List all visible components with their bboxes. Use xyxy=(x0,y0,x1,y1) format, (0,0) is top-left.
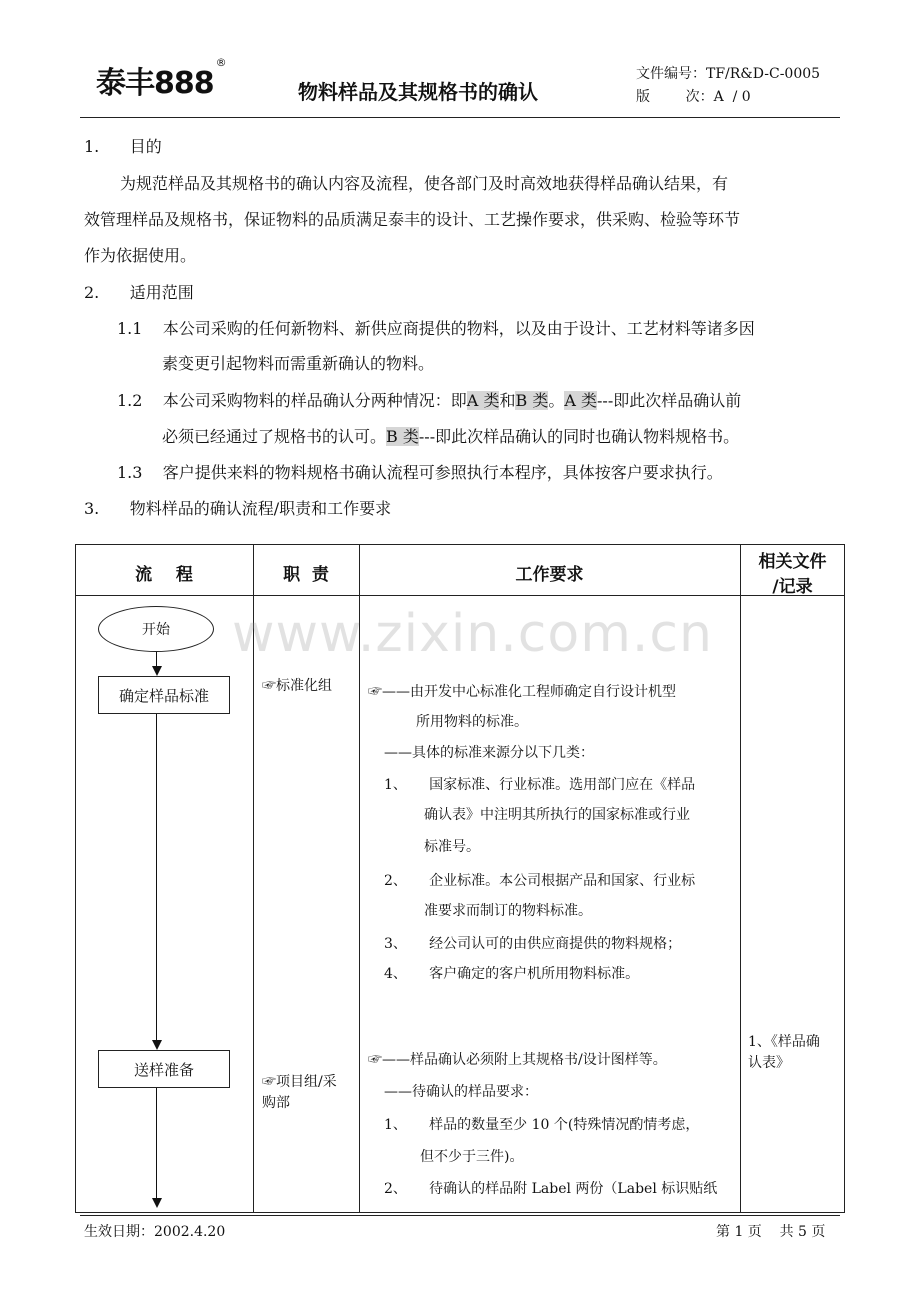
req-1-line-8: 准要求而制订的物料标准。 xyxy=(424,903,592,919)
flow-connector-2 xyxy=(156,714,157,1040)
section-1-title: 1. 目的 xyxy=(84,137,162,156)
footer-divider xyxy=(80,1215,840,1216)
highlight-class-a: A 类 xyxy=(466,391,500,410)
flow-connector-3 xyxy=(156,1088,157,1198)
req-2-line-3: 1、 样品的数量至少 10 个(特殊情况酌情考虑， xyxy=(384,1117,700,1133)
item-1-2-line-2: 必须已经通过了规格书的认可。B 类---即此次样品确认的同时也确认物料规格书。 xyxy=(162,427,740,446)
section-3-title: 3. 物料样品的确认流程/职责和工作要求 xyxy=(84,499,392,518)
item-1-1-line-1: 1.1 本公司采购的任何新物料、新供应商提供的物料，以及由于设计、工艺材料等诸多因 xyxy=(117,319,755,338)
flow-start-node: 开始 xyxy=(98,606,214,652)
document-number: 文件编号：TF/R&D-C-0005 xyxy=(636,66,821,82)
req-1-line-9: 3、 经公司认可的由供应商提供的物料规格； xyxy=(384,936,682,952)
req-2-line-1: ☞——样品确认必须附上其规格书/设计图样等。 xyxy=(368,1052,667,1068)
section-1-text-line-3: 作为依据使用。 xyxy=(84,246,197,265)
effective-date: 生效日期：2002.4.20 xyxy=(84,1224,226,1240)
flow-step-determine-standard: 确定样品标准 xyxy=(98,676,230,714)
req-1-line-10: 4、 客户确定的客户机所用物料标准。 xyxy=(384,966,640,982)
req-1-line-5: 确认表》中注明其所执行的国家标准或行业 xyxy=(424,807,690,823)
section-1-text-line-2: 效管理样品及规格书，保证物料的品质满足泰丰的设计、工艺操作要求，供采购、检验等环节 xyxy=(84,210,741,229)
section-1-text-line-1: 为规范样品及其规格书的确认内容及流程，使各部门及时高效地获得样品确认结果，有 xyxy=(120,174,729,193)
flow-arrow-2 xyxy=(152,1040,162,1050)
company-logo: 泰丰888® xyxy=(96,56,226,101)
req-1-line-4: 1、 国家标准、行业标准。选用部门应在《样品 xyxy=(384,777,696,793)
item-1-2-line-1: 1.2 本公司采购物料的样品确认分两种情况：即A 类和B 类。A 类---即此次样品确认前 xyxy=(117,391,742,410)
duty-project-purchasing-line-1: ☞项目组/采 xyxy=(262,1074,337,1090)
highlight-class-b-2: B 类 xyxy=(386,427,419,446)
flow-arrow-1 xyxy=(152,666,162,676)
highlight-class-a-2: A 类 xyxy=(564,391,597,410)
registered-mark: ® xyxy=(215,56,226,69)
header-divider xyxy=(80,117,840,118)
req-2-line-4: 但不少于三件)。 xyxy=(420,1149,524,1165)
flow-arrow-3 xyxy=(152,1198,162,1208)
highlight-class-b: B 类 xyxy=(515,391,549,410)
header-requirements: 工作要求 xyxy=(515,565,584,585)
table-header-divider xyxy=(75,595,845,596)
req-2-line-5: 2、 待确认的样品附 Label 两份（Label 标识贴纸 xyxy=(384,1181,718,1197)
record-sample-form-line-1: 1、《样品确 xyxy=(748,1034,820,1050)
req-1-line-2: 所用物料的标准。 xyxy=(416,714,528,730)
document-title: 物料样品及其规格书的确认 xyxy=(298,80,538,104)
section-2-title: 2. 适用范围 xyxy=(84,283,194,302)
header-records-line-1: 相关文件 xyxy=(758,552,827,572)
flow-step-sample-prep: 送样准备 xyxy=(98,1050,230,1088)
req-1-line-1: ☞——由开发中心标准化工程师确定自行设计机型 xyxy=(368,684,676,700)
item-1-3: 1.3 客户提供来料的物料规格书确认流程可参照执行本程序，具体按客户要求执行。 xyxy=(117,463,723,482)
column-divider-3 xyxy=(740,544,741,1213)
document-version: 版 次：A / 0 xyxy=(636,89,751,105)
req-1-line-6: 标准号。 xyxy=(424,839,480,855)
req-2-line-2: ——待确认的样品要求： xyxy=(384,1084,538,1100)
header-records-line-2: /记录 xyxy=(772,577,813,597)
flow-connector-1 xyxy=(156,652,157,666)
header-duty: 职 责 xyxy=(283,565,329,585)
req-1-line-3: ——具体的标准来源分以下几类： xyxy=(384,745,594,761)
header-flow: 流 程 xyxy=(135,565,193,585)
duty-standardization-group: ☞标准化组 xyxy=(262,678,332,694)
duty-project-purchasing-line-2: 购部 xyxy=(262,1095,290,1111)
record-sample-form-line-2: 认表》 xyxy=(748,1055,790,1071)
page-number: 第 1 页 共 5 页 xyxy=(716,1224,826,1240)
watermark: www.zixin.com.cn xyxy=(232,604,713,664)
item-1-1-line-2: 素变更引起物料而需重新确认的物料。 xyxy=(162,354,435,373)
req-1-line-7: 2、 企业标准。本公司根据产品和国家、行业标 xyxy=(384,873,696,889)
